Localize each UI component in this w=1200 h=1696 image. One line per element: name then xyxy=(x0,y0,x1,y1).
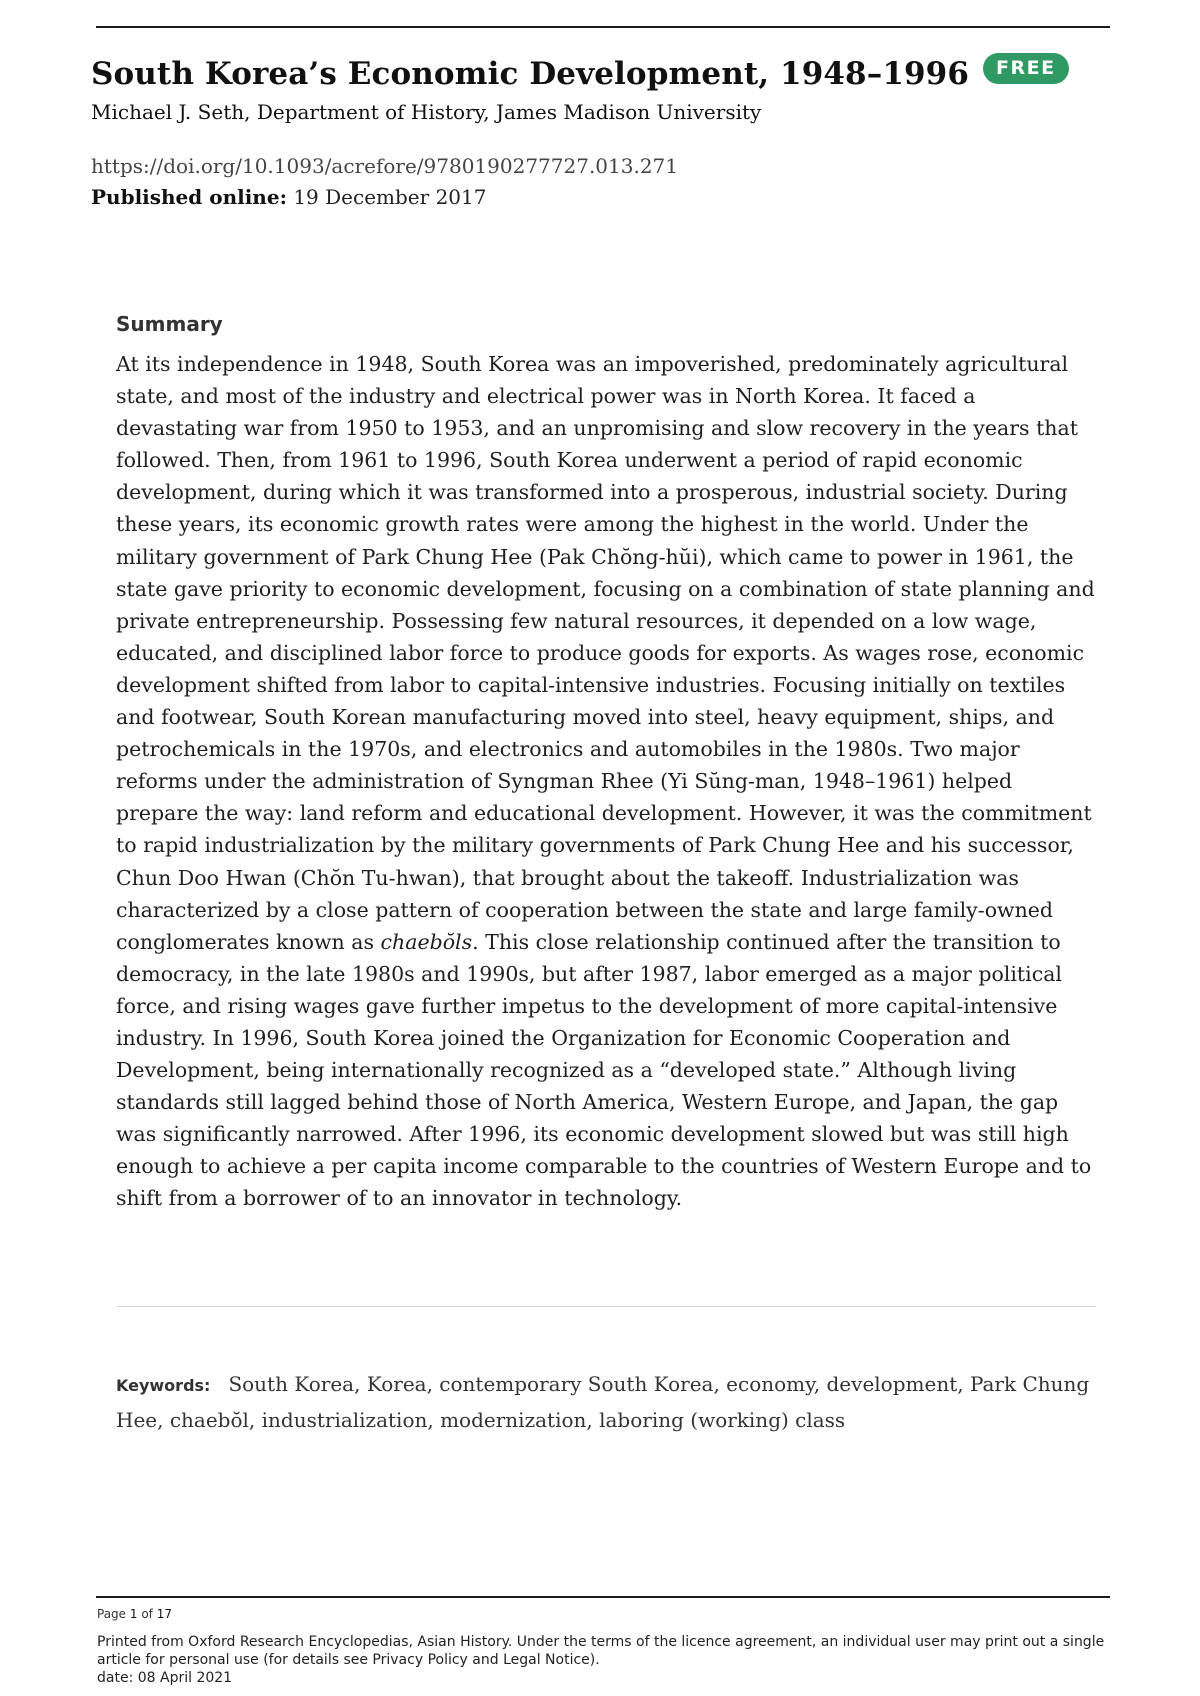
summary-text-part1: At its independence in 1948, South Korea was an impoverished, predominately agricultural state, and most of the industry and electrical power was in North Korea. It faced a devastating war from 1950 to 1953, and an unpromising and slow recovery in the years that followed. Then, from 1961 to 1996, South Korea underwent a period of rapid economic development, during which it was transformed into a prosperous, industrial society. During these years, its economic growth rates were among the highest in the world. Under the military government of Park Chung Hee (Pak Chŏng-hŭi), which came to power in 1961, the state gave priority to economic development, focusing on a combination of state planning and private entrepreneurship. Possessing few natural resources, it depended on a low wage, educated, and disciplined labor force to produce goods for exports. As wages rose, economic development shifted from labor to capital-intensive industries. Focusing initially on textiles and footwear, South Korean manufacturing moved into steel, heavy equipment, ships, and petrochemicals in the 1970s, and electronics and automobiles in the 1980s. Two major reforms under the administration of Syngman Rhee (Yi Sŭng-man, 1948–1961) helped prepare the way: land reform and educational development. However, it was the commitment to rapid industrialization by the military governments of Park Chung Hee and his successor, Chun Doo Hwan (Chŏn Tu-hwan), that brought about the takeoff. Industrialization was characterized by a close pattern of cooperation between the state and large family-owned conglomerates known as xyxy=(116,352,1095,954)
page-of: of xyxy=(137,1607,157,1621)
summary-text-part2: . This close relationship continued after the transition to democracy, in the late 1980s and 1990s, but after 1987, labor emerged as a major political force, and rising wages gave further impetus to the development of more capital-intensive industry. In 1996, South Korea joined the Organization for Economic Cooperation and Development, being internationally recognized as a “developed state.” Although living standards still lagged behind those of North America, Western Europe, and Japan, the gap was significantly narrowed. After 1996, its economic development slowed but was still high enough to achieve a per capita income comparable to the countries of Western Europe and to shift from a borrower of to an innovator in technology. xyxy=(116,929,1092,1211)
page-footer xyxy=(97,1607,1117,1687)
top-divider xyxy=(96,26,1110,28)
article-header xyxy=(91,56,1121,209)
published-label: Published online: xyxy=(91,185,287,209)
summary-italic-term: chaebŏls xyxy=(380,929,473,954)
title-row xyxy=(91,56,1121,92)
page-indicator xyxy=(97,1607,1117,1621)
page-total: 17 xyxy=(156,1607,172,1621)
published-date: 19 December 2017 xyxy=(293,185,487,209)
keywords-section xyxy=(116,1367,1096,1438)
author-affiliation: Michael J. Seth, Department of History, James Madison University xyxy=(91,100,762,124)
summary-divider xyxy=(116,1306,1096,1307)
footer-divider xyxy=(96,1596,1110,1598)
page-prefix: Page xyxy=(97,1607,130,1621)
keywords-list: South Korea, Korea, contemporary South Korea, economy, development, Park Chung Hee, chaebŏl, industrialization, modernization, laboring (working) class xyxy=(116,1372,1090,1432)
print-date: date: 08 April 2021 xyxy=(97,1670,233,1686)
summary-heading: Summary xyxy=(116,312,223,336)
free-badge: FREE xyxy=(983,53,1069,84)
keywords-label: Keywords: xyxy=(116,1376,211,1395)
article-title: South Korea’s Economic Development, 1948–1996 xyxy=(91,56,970,92)
print-notice: Printed from Oxford Research Encyclopedias, Asian History. Under the terms of the licence agreement, an individual user may print out a single article for personal use (for details see Privacy Policy and Legal Notice). xyxy=(97,1634,1105,1668)
published-date-line xyxy=(91,185,1121,209)
summary-section xyxy=(116,312,1096,1215)
page-current: 1 xyxy=(129,1607,138,1621)
doi-link[interactable]: https://doi.org/10.1093/acrefore/9780190277727.013.271 xyxy=(91,154,679,178)
summary-body xyxy=(116,348,1096,1215)
